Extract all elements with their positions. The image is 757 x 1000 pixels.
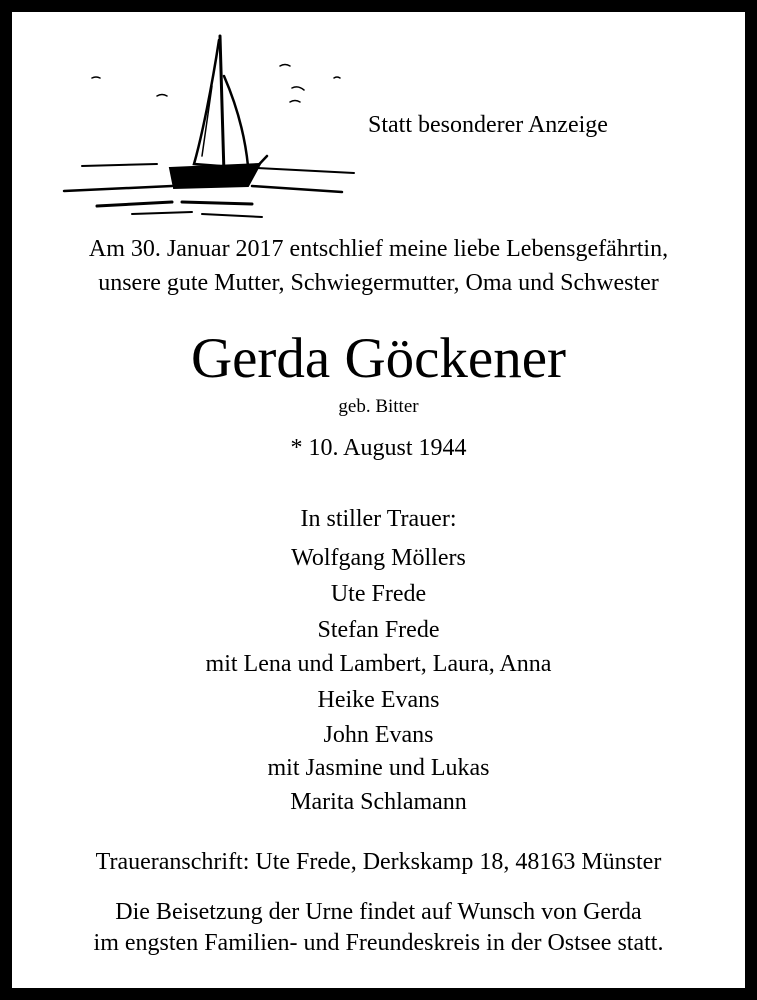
mourner-name: Stefan Frede <box>317 617 440 643</box>
mourner-name: John Evans <box>323 722 434 748</box>
mourner-name: Wolfgang Möllers <box>291 545 466 571</box>
mourner-name: Ute Frede <box>330 581 427 607</box>
maiden-name: geb. Bitter <box>338 396 419 417</box>
deceased-name: Gerda Göckener <box>190 327 567 390</box>
intro-line: Am 30. Januar 2017 entschlief meine liebe Lebensgefährtin, <box>88 236 669 262</box>
mourner-name: mit Lena und Lambert, Laura, Anna <box>205 651 552 677</box>
mourner-name: mit Jasmine und Lukas <box>267 755 490 781</box>
burial-line: im engsten Familien- und Freundeskreis in der Ostsee statt. <box>93 930 664 956</box>
sailboat-illustration <box>62 26 362 236</box>
intro-line: unsere gute Mutter, Schwiegermutter, Oma und Schwester <box>98 270 659 296</box>
mourner-name: Marita Schlamann <box>290 789 467 815</box>
birth-date: * 10. August 1944 <box>290 435 467 461</box>
burial-line: Die Beisetzung der Urne findet auf Wunsch von Gerda <box>115 899 642 925</box>
mourning-address: Traueranschrift: Ute Frede, Derkskamp 18, 48163 Münster <box>95 849 662 875</box>
notice-heading: Statt besonderer Anzeige <box>368 112 608 138</box>
mourner-name: Heike Evans <box>317 687 440 713</box>
mourners-heading: In stiller Trauer: <box>300 506 457 532</box>
obituary-card <box>12 12 745 988</box>
